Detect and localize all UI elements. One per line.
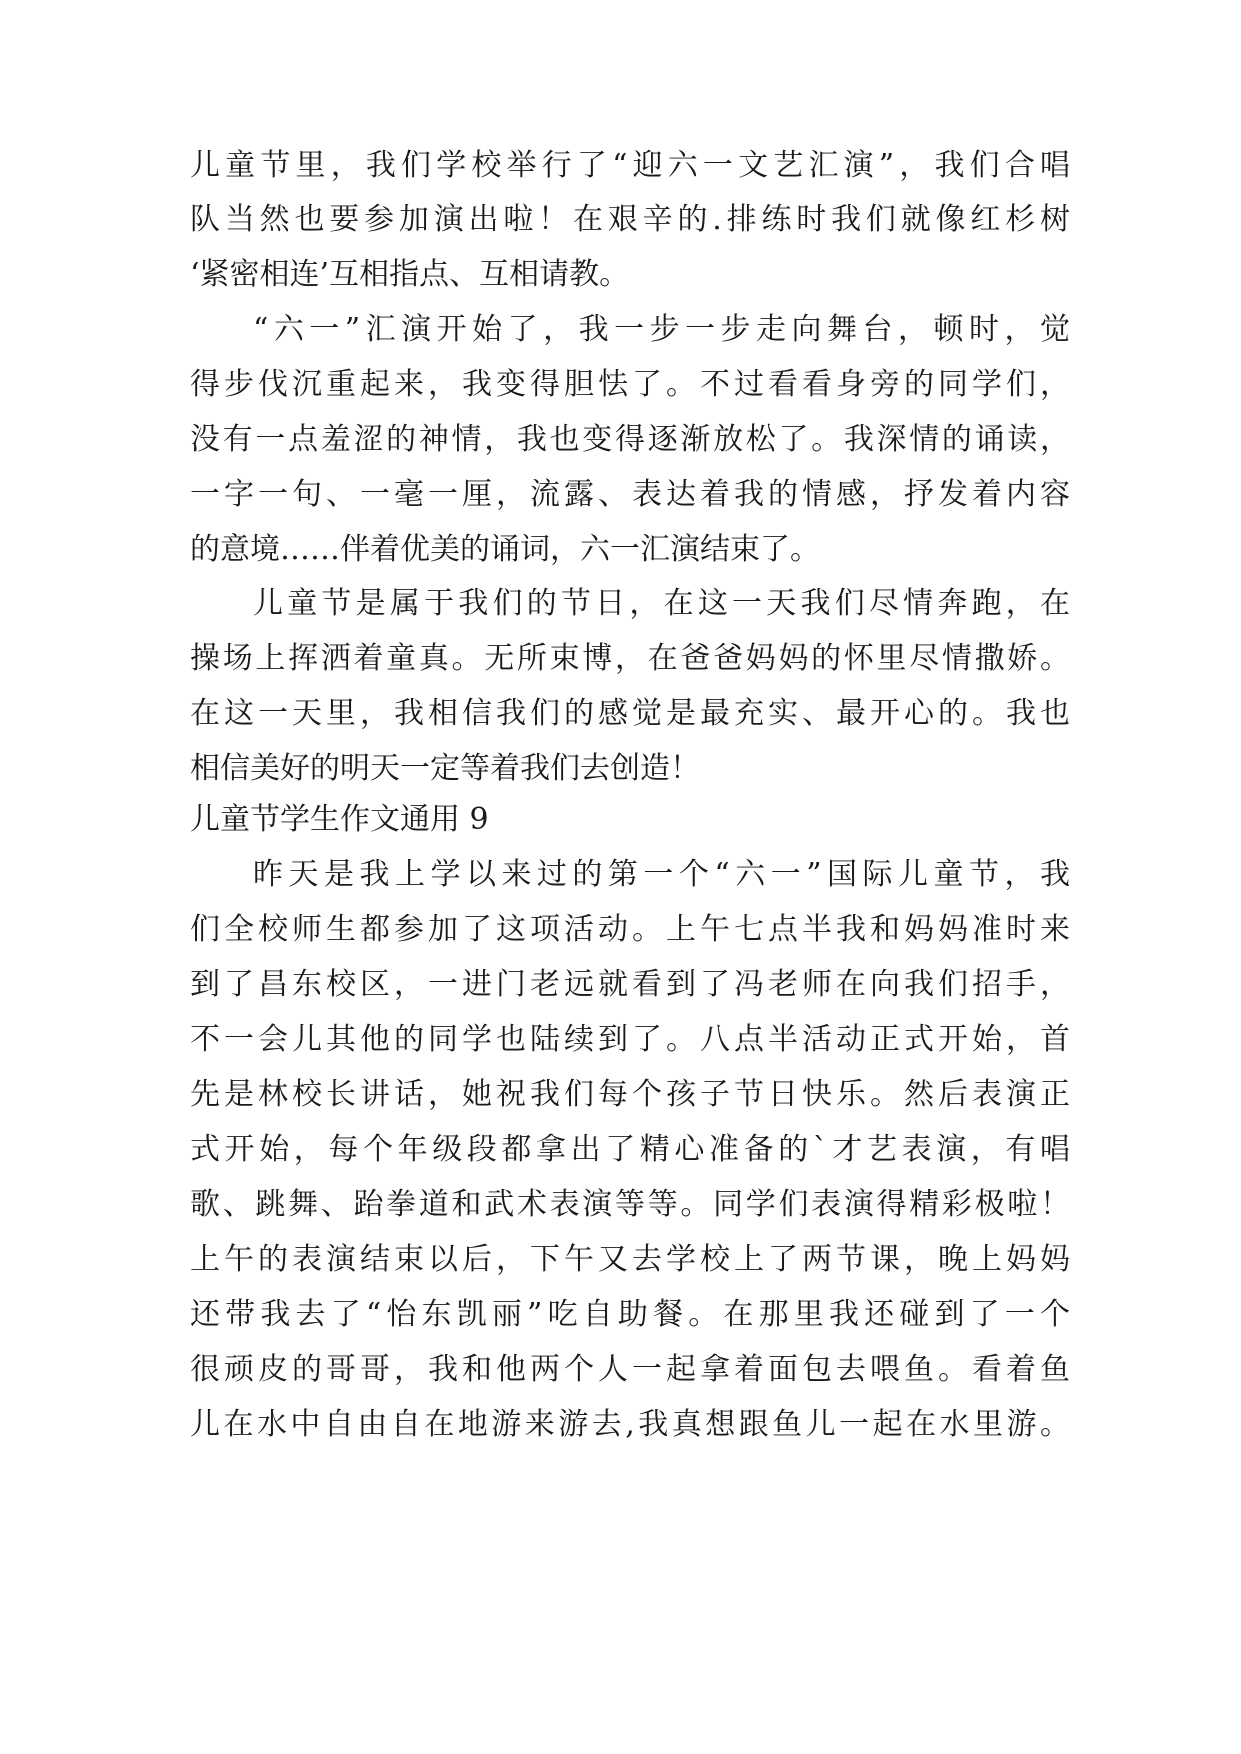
text-line: 歌、跳舞、跆拳道和武术表演等等。同学们表演得精彩极啦！ [190, 1187, 1070, 1222]
text-line: 队当然也要参加演出啦！在艰辛的.排练时我们就像红杉树 [190, 202, 1070, 237]
text-line: 在这一天里，我相信我们的感觉是最充实、最开心的。我也 [190, 696, 1070, 731]
paragraph-first-line: 儿童节是属于我们的节日，在这一天我们尽情奔跑，在 [253, 586, 1070, 621]
paragraph-first-line: “六一”汇演开始了，我一步一步走向舞台，顿时，觉 [253, 312, 1070, 347]
text-line: 式开始，每个年级段都拿出了精心准备的`才艺表演，有唱 [190, 1132, 1070, 1167]
text-line: 得步伐沉重起来，我变得胆怯了。不过看看身旁的同学们， [190, 367, 1070, 402]
paragraph-first-line: 昨天是我上学以来过的第一个“六一”国际儿童节，我 [253, 857, 1070, 892]
text-line: 到了昌东校区，一进门老远就看到了冯老师在向我们招手， [190, 967, 1070, 1002]
text-line: 的意境……伴着优美的诵词，六一汇演结束了。 [190, 532, 820, 567]
text-line: 们全校师生都参加了这项活动。上午七点半我和妈妈准时来 [190, 912, 1070, 947]
text-line: 先是林校长讲话，她祝我们每个孩子节日快乐。然后表演正 [190, 1077, 1070, 1112]
text-line: 儿在水中自由自在地游来游去,我真想跟鱼儿一起在水里游。 [190, 1407, 1070, 1442]
text-line: 儿童节里，我们学校举行了“迎六一文艺汇演”，我们合唱 [190, 148, 1070, 183]
section-heading: 儿童节学生作文通用 9 [190, 802, 489, 837]
text-line: 没有一点羞涩的神情，我也变得逐渐放松了。我深情的诵读， [190, 422, 1070, 457]
text-line: 相信美好的明天一定等着我们去创造！ [190, 751, 700, 786]
text-line: 操场上挥洒着童真。无所束博，在爸爸妈妈的怀里尽情撒娇。 [190, 641, 1070, 676]
text-line: 上午的表演结束以后，下午又去学校上了两节课，晚上妈妈 [190, 1242, 1070, 1277]
text-line: 很顽皮的哥哥，我和他两个人一起拿着面包去喂鱼。看着鱼 [190, 1352, 1070, 1387]
text-line: 不一会儿其他的同学也陆续到了。八点半活动正式开始，首 [190, 1022, 1070, 1057]
text-line: ‘紧密相连’互相指点、互相请教。 [190, 257, 630, 292]
text-line: 还带我去了“怡东凯丽”吃自助餐。在那里我还碰到了一个 [190, 1297, 1070, 1332]
text-line: 一字一句、一毫一厘，流露、表达着我的情感，抒发着内容 [190, 477, 1070, 512]
